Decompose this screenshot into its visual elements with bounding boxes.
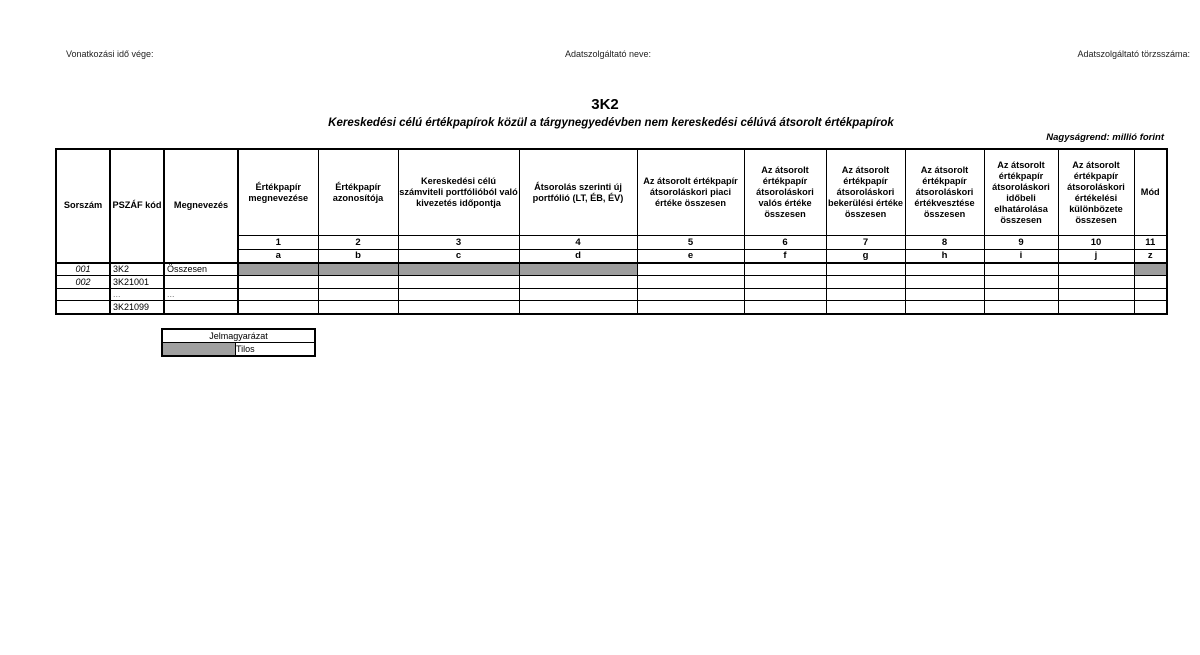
table-row <box>56 288 1167 301</box>
header-megnevezes: Megnevezés <box>164 149 238 263</box>
row-name: Összesen <box>164 263 238 276</box>
header-col-9: Az átsorolt értékpapír átsoroláskori időbeli elhatárolása összesen <box>984 149 1058 236</box>
row-name: ... <box>164 288 238 301</box>
cell-forbidden <box>519 263 637 276</box>
input-cell[interactable] <box>1134 276 1167 289</box>
column-letter: h <box>905 249 984 263</box>
column-number: 6 <box>744 236 826 250</box>
row-pszaf-code: 3K21099 <box>110 301 164 314</box>
data-table <box>55 148 1168 315</box>
header-col-8: Az átsorolt értékpapír átsoroláskori értékvesztése összesen <box>905 149 984 236</box>
header-col-1: Értékpapír megnevezése <box>238 149 318 236</box>
input-cell[interactable] <box>318 301 398 314</box>
column-number: 7 <box>826 236 905 250</box>
header-col-3: Kereskedési célú számviteli portfólióból való kivezetés időpontja <box>398 149 519 236</box>
provider-name-label: Adatszolgáltató neve: <box>565 49 652 59</box>
column-letter: i <box>984 249 1058 263</box>
header-col-4: Átsorolás szerinti új portfólió (LT, ÉB, ÉV) <box>519 149 637 236</box>
input-cell[interactable] <box>519 276 637 289</box>
header-col-10: Az átsorolt értékpapír átsoroláskori értékelési különbözete összesen <box>1058 149 1134 236</box>
input-cell[interactable] <box>238 301 318 314</box>
input-cell[interactable] <box>637 263 744 276</box>
column-number: 4 <box>519 236 637 250</box>
input-cell[interactable] <box>398 276 519 289</box>
column-letter: c <box>398 249 519 263</box>
column-number: 8 <box>905 236 984 250</box>
table-row <box>56 301 1167 314</box>
input-cell[interactable] <box>826 263 905 276</box>
column-letter: b <box>318 249 398 263</box>
input-cell[interactable] <box>318 288 398 301</box>
column-letter: a <box>238 249 318 263</box>
period-end-label: Vonatkozási idő vége: <box>66 49 154 59</box>
legend-item-label: Tilos <box>236 343 316 357</box>
input-cell[interactable] <box>826 288 905 301</box>
row-sorszam <box>56 288 110 301</box>
input-cell[interactable] <box>1134 301 1167 314</box>
row-sorszam: 002 <box>56 276 110 289</box>
input-cell[interactable] <box>744 276 826 289</box>
header-col-7: Az átsorolt értékpapír átsoroláskori bekerülési értéke összesen <box>826 149 905 236</box>
input-cell[interactable] <box>905 288 984 301</box>
column-number: 2 <box>318 236 398 250</box>
column-number: 10 <box>1058 236 1134 250</box>
input-cell[interactable] <box>1058 301 1134 314</box>
input-cell[interactable] <box>519 288 637 301</box>
cell-forbidden <box>318 263 398 276</box>
input-cell[interactable] <box>1058 276 1134 289</box>
row-pszaf-code: 3K2 <box>110 263 164 276</box>
input-cell[interactable] <box>984 301 1058 314</box>
input-cell[interactable] <box>1058 288 1134 301</box>
input-cell[interactable] <box>398 288 519 301</box>
column-letter: e <box>637 249 744 263</box>
column-letter: z <box>1134 249 1167 263</box>
table-row <box>56 263 1167 276</box>
form-code: 3K2 <box>591 96 619 113</box>
legend <box>161 328 316 357</box>
row-pszaf-code: ... <box>110 288 164 301</box>
input-cell[interactable] <box>744 288 826 301</box>
header-col-5: Az átsorolt értékpapír átsoroláskori piaci értéke összesen <box>637 149 744 236</box>
row-sorszam: 001 <box>56 263 110 276</box>
input-cell[interactable] <box>637 288 744 301</box>
input-cell[interactable] <box>637 301 744 314</box>
header-pszaf-kod: PSZÁF kód <box>110 149 164 263</box>
input-cell[interactable] <box>984 263 1058 276</box>
input-cell[interactable] <box>637 276 744 289</box>
column-number: 11 <box>1134 236 1167 250</box>
input-cell[interactable] <box>744 263 826 276</box>
header-col-2: Értékpapír azonosítója <box>318 149 398 236</box>
column-letter: f <box>744 249 826 263</box>
cell-forbidden <box>238 263 318 276</box>
input-cell[interactable] <box>398 301 519 314</box>
column-number: 5 <box>637 236 744 250</box>
cell-forbidden <box>398 263 519 276</box>
column-letter: j <box>1058 249 1134 263</box>
input-cell[interactable] <box>1058 263 1134 276</box>
header-col-6: Az átsorolt értékpapír átsoroláskori valós értéke összesen <box>744 149 826 236</box>
input-cell[interactable] <box>744 301 826 314</box>
table-row <box>56 276 1167 289</box>
input-cell[interactable] <box>984 288 1058 301</box>
input-cell[interactable] <box>238 276 318 289</box>
cell-forbidden <box>1134 263 1167 276</box>
input-cell[interactable] <box>905 276 984 289</box>
unit-note: Nagyságrend: millió forint <box>1046 132 1164 143</box>
input-cell[interactable] <box>905 263 984 276</box>
input-cell[interactable] <box>826 301 905 314</box>
column-letter: d <box>519 249 637 263</box>
input-cell[interactable] <box>984 276 1058 289</box>
legend-title: Jelmagyarázat <box>162 329 315 343</box>
column-number: 3 <box>398 236 519 250</box>
header-col-11: Mód <box>1134 149 1167 236</box>
input-cell[interactable] <box>318 276 398 289</box>
row-name <box>164 301 238 314</box>
legend-swatch <box>162 343 236 357</box>
input-cell[interactable] <box>826 276 905 289</box>
header-sorszam: Sorszám <box>56 149 110 263</box>
input-cell[interactable] <box>1134 288 1167 301</box>
input-cell[interactable] <box>519 301 637 314</box>
column-number: 9 <box>984 236 1058 250</box>
row-name <box>164 276 238 289</box>
form-title: Kereskedési célú értékpapírok közül a tárgynegyedévben nem kereskedési célúvá átsorolt értékpapírok <box>328 117 894 129</box>
input-cell[interactable] <box>905 301 984 314</box>
input-cell[interactable] <box>238 288 318 301</box>
column-letter: g <box>826 249 905 263</box>
provider-id-label: Adatszolgáltató törzsszáma: <box>1077 49 1190 59</box>
row-pszaf-code: 3K21001 <box>110 276 164 289</box>
column-number: 1 <box>238 236 318 250</box>
row-sorszam <box>56 301 110 314</box>
